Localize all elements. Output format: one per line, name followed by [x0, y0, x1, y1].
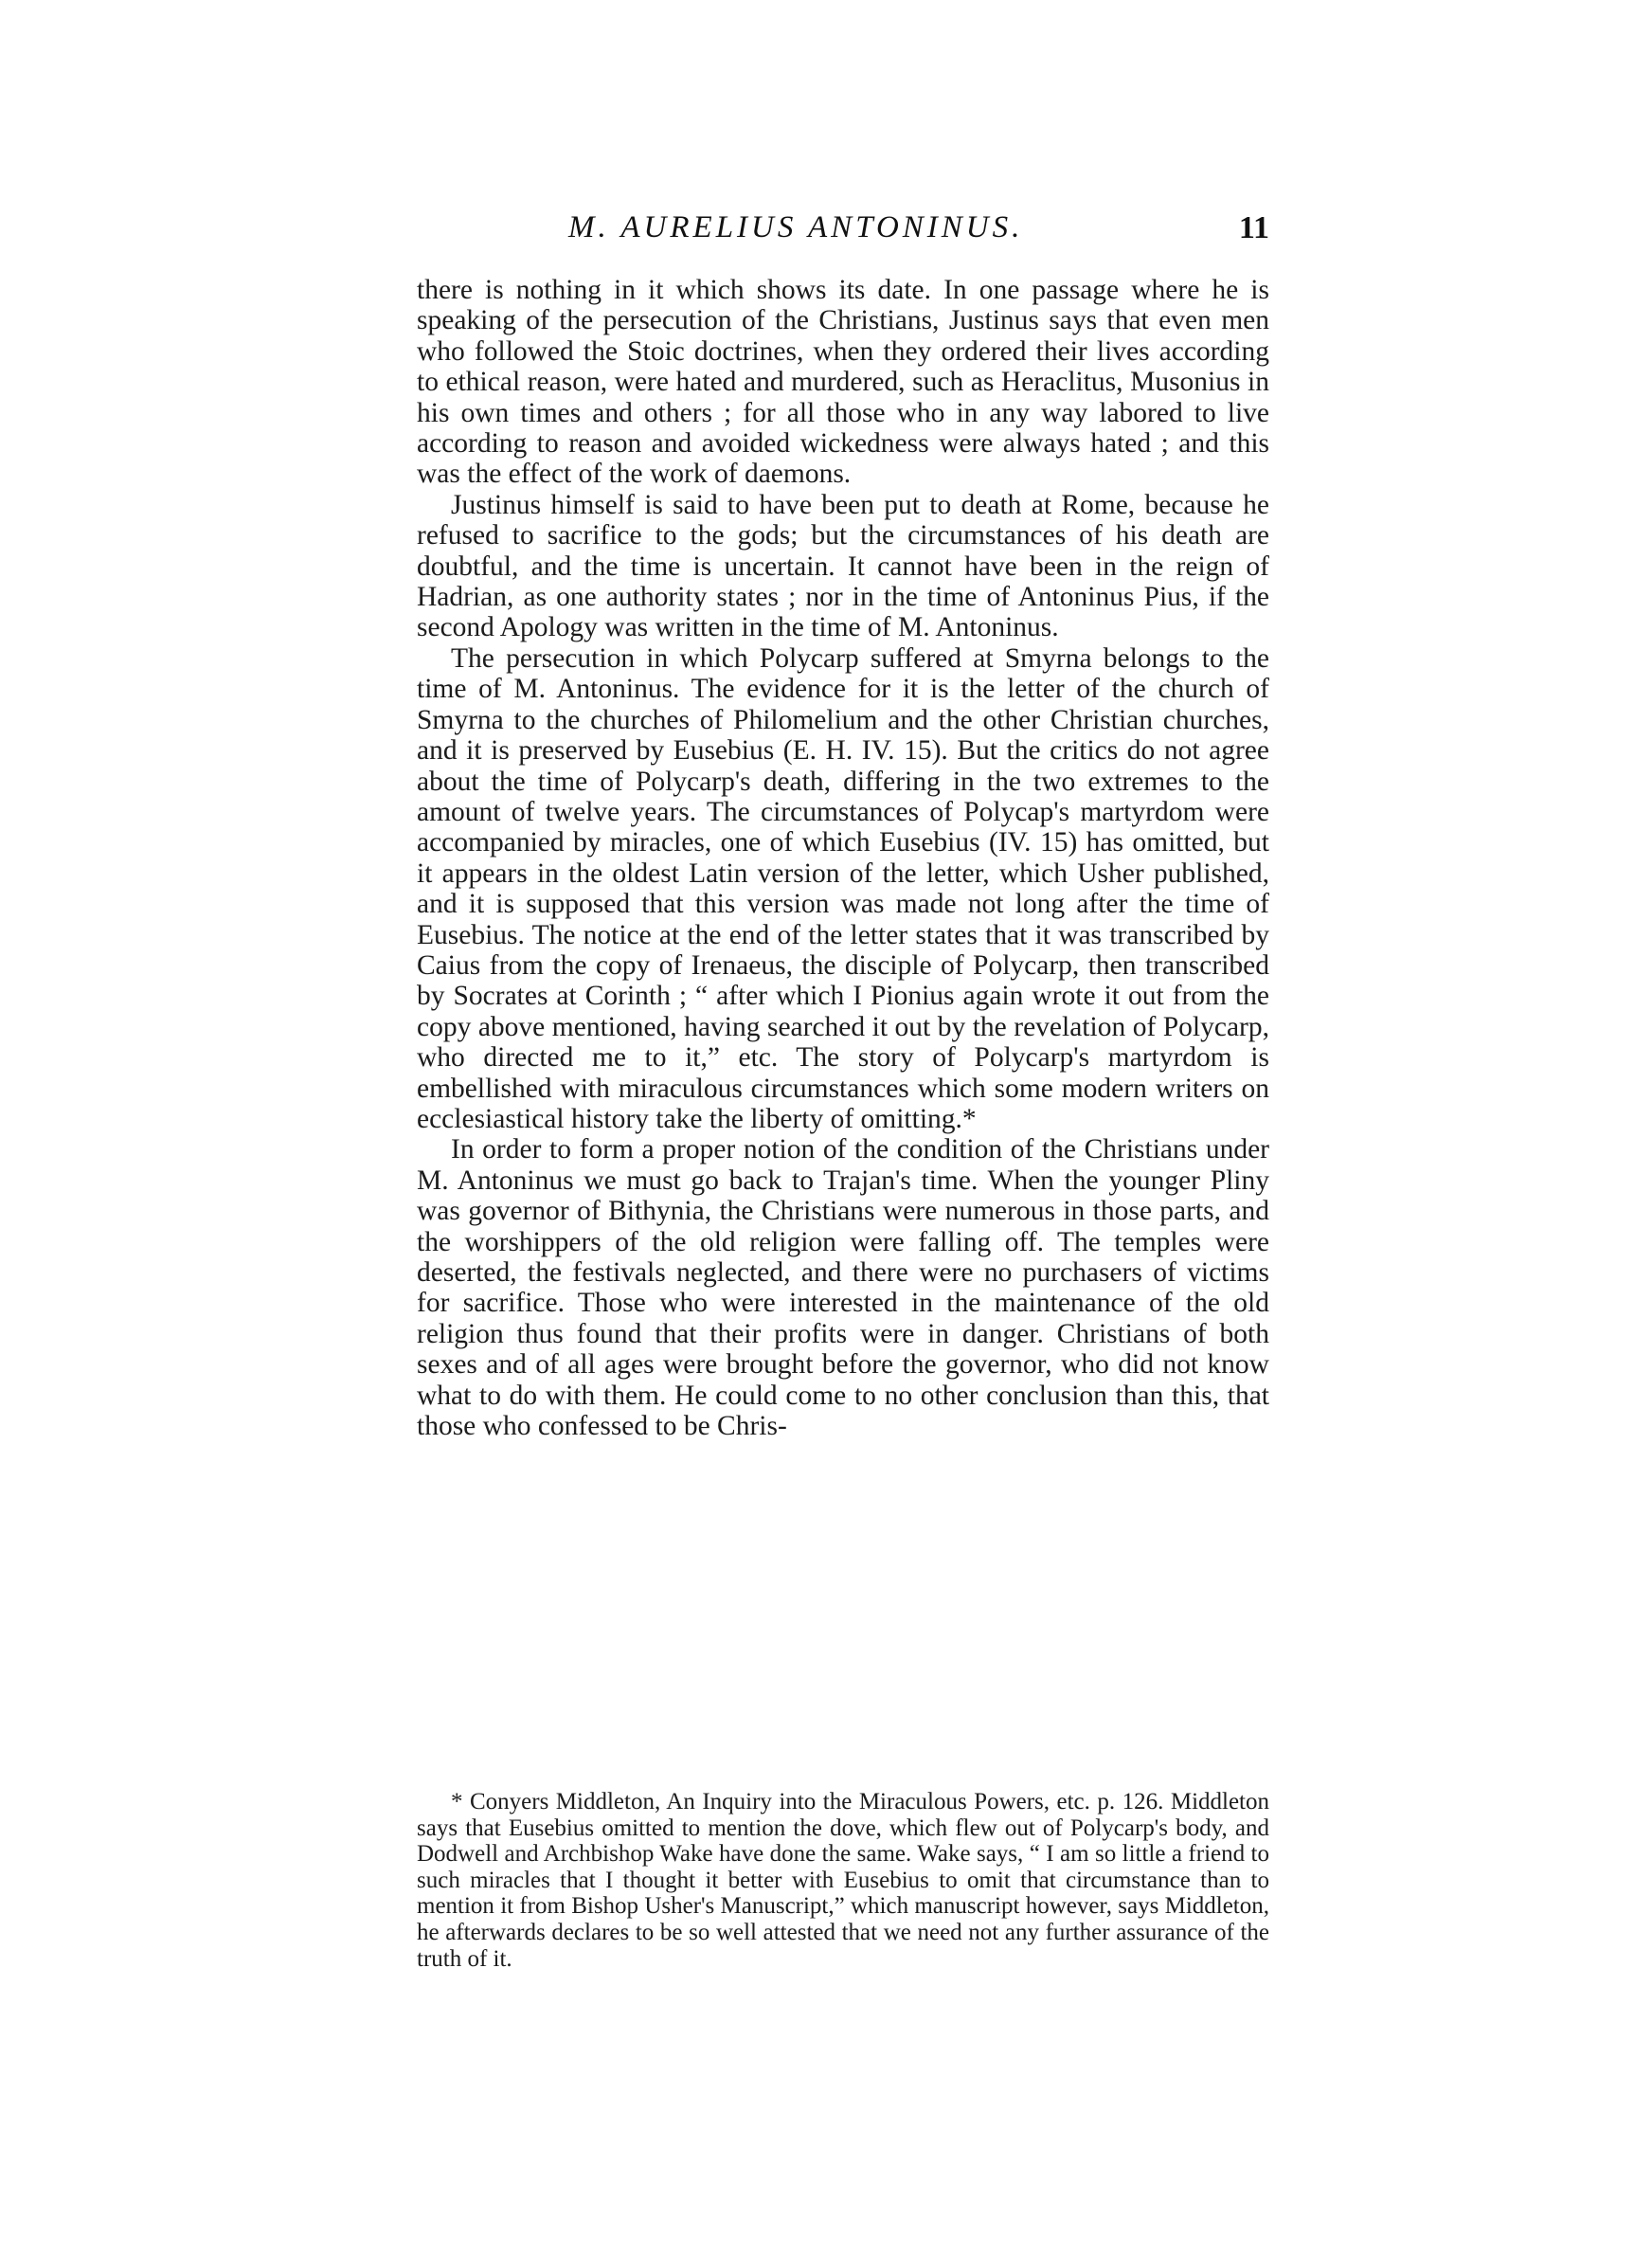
page-number: 11	[1238, 210, 1269, 245]
paragraph-justinus: Justinus himself is said to have been put to death at Rome, because he refused to sacrifice to the gods; but the circumstances of his death are doubtful, and the time is uncertain. It cannot have been in the reign of Hadrian, as one authority states ; nor in the time of Antoninus Pius, if the second Apology was written in the time of M. Antoninus.	[417, 489, 1269, 643]
paragraph-polycarp: The persecution in which Polycarp suffered at Smyrna belongs to the time of M. Antoninus. The evidence for it is the letter of the church of Smyrna to the churches of Philomelium and the other Christian churches, and it is preserved by Eusebius (E. H. IV. 15). But the critics do not agree about the time of Polycarp's death, differing in the two extremes to the amount of twelve years. The circumstances of Polycap's martyrdom were accompanied by miracles, one of which Eusebius (IV. 15) has omitted, but it appears in the oldest Latin version of the letter, which Usher published, and it is supposed that this version was made not long after the time of Eusebius. The notice at the end of the letter states that it was transcribed by Caius from the copy of Irenaeus, the disciple of Polycarp, then transcribed by Socrates at Corinth ; “ after which I Pionius again wrote it out from the copy above mentioned, having searched it out by the revelation of Polycarp, who directed me to it,” etc. The story of Polycarp's martyrdom is embellished with miraculous circumstances which some modern writers on ecclesiastical history take the liberty of omitting.*	[417, 642, 1269, 1134]
main-text	[417, 275, 1269, 1441]
footnote	[417, 1789, 1269, 1972]
paragraph-trajan: In order to form a proper notion of the condition of the Christians under M. Antoninus we must go back to Trajan's time. When the younger Pliny was governor of Bithynia, the Christians were numerous in those parts, and the worshippers of the old religion were falling off. The temples were deserted, the festivals neglected, and there were no purchasers of victims for sacrifice. Those who were interested in the maintenance of the old religion thus found that their profits were in danger. Christians of both sexes and of all ages were brought before the governor, who did not know what to do with them. He could come to no other conclusion than this, that those who confessed to be Chris-	[417, 1134, 1269, 1442]
footnote-text: * Conyers Middleton, An Inquiry into the Miraculous Powers, etc. p. 126. Middleton says that Eusebius omitted to mention the dove, which flew out of Polycarp's body, and Dodwell and Archbishop Wake have done the same. Wake says, “ I am so little a friend to such miracles that I thought it better with Eusebius to omit that circumstance than to mention it from Bishop Usher's Manuscript,” which manuscript however, says Middleton, he afterwards declares to be so well attested that we need not any further assurance of the truth of it.	[417, 1789, 1269, 1972]
running-title: M. AURELIUS ANTONINUS.	[568, 210, 1024, 244]
paragraph-continued: there is nothing in it which shows its date. In one passage where he is speaking of the persecution of the Christians, Justinus says that even men who followed the Stoic doctrines, when they ordered their lives according to ethical reason, were hated and murdered, such as Heraclitus, Musonius in his own times and others ; for all those who in any way labored to live according to reason and avoided wickedness were always hated ; and this was the effect of the work of daemons.	[417, 275, 1269, 490]
page-header	[417, 210, 1269, 258]
